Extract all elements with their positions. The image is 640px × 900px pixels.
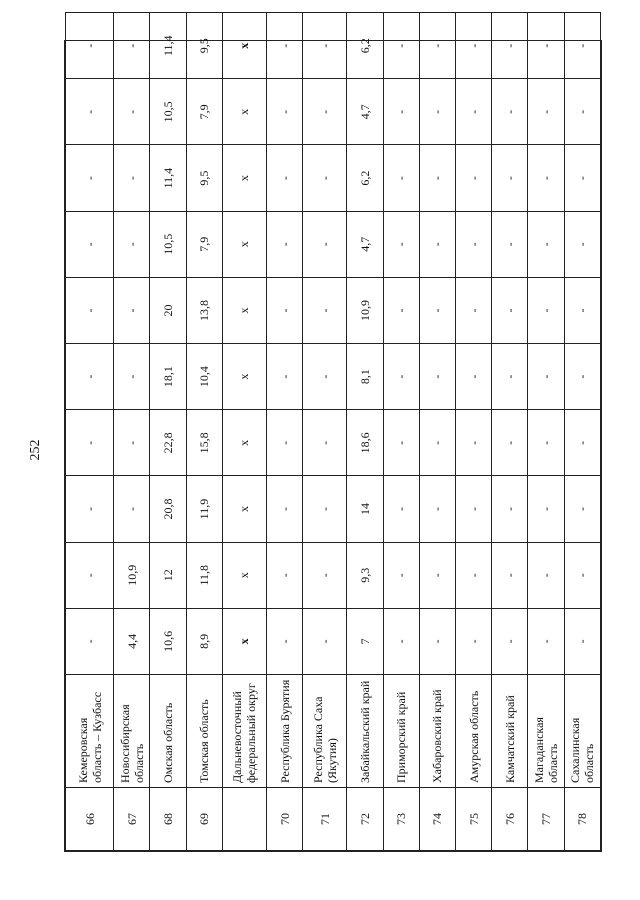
value-cell: - [528,211,564,277]
value-cell: - [303,13,347,79]
row-number: 71 [303,788,347,851]
value-cell: - [383,79,419,145]
regional-statistics-table [65,12,601,851]
value-cell: 10,6 [150,608,186,674]
region-name: Магаданская область [528,675,564,788]
value-cell: - [564,344,600,410]
value-cell: - [564,211,600,277]
value-cell: - [492,542,528,608]
value-cell: - [303,410,347,476]
value-cell: 10,4 [186,344,222,410]
value-cell: 8,9 [186,608,222,674]
value-cell: - [267,13,303,79]
page-number: 252 [28,439,43,461]
table-row [492,13,528,851]
value-cell: - [383,410,419,476]
value-cell: - [66,211,114,277]
table-row [267,13,303,851]
region-name: Республика Бурятия [267,675,303,788]
table-row [114,13,150,851]
value-cell: 9,3 [347,542,383,608]
value-cell: - [419,145,455,211]
value-cell: - [383,13,419,79]
value-cell: 10,5 [150,211,186,277]
value-cell: 22,8 [150,410,186,476]
value-cell: - [456,13,492,79]
value-cell: 10,9 [347,277,383,343]
region-name: Хабаровский край [419,675,455,788]
value-cell: - [66,277,114,343]
row-number: 69 [186,788,222,851]
value-cell: - [419,542,455,608]
value-cell: - [528,277,564,343]
row-number: 75 [456,788,492,851]
value-cell: 14 [347,476,383,542]
value-cell: - [528,145,564,211]
row-number [222,788,266,851]
value-cell: - [528,344,564,410]
value-cell: - [66,79,114,145]
row-number: 72 [347,788,383,851]
value-cell: - [114,410,150,476]
value-cell: - [114,13,150,79]
value-cell: - [528,608,564,674]
value-cell: - [492,13,528,79]
value-cell: - [267,608,303,674]
value-cell: - [303,542,347,608]
value-cell: - [456,344,492,410]
value-cell: 7,9 [186,211,222,277]
value-cell: 10,9 [114,542,150,608]
value-cell: - [303,344,347,410]
value-cell: - [419,79,455,145]
region-name: Томская область [186,675,222,788]
row-number: 74 [419,788,455,851]
value-cell: x [222,542,266,608]
region-name: Дальневосточный федеральный округ [222,675,266,788]
value-cell: - [492,608,528,674]
region-name: Кемеровская область – Кузбасс [66,675,114,788]
table-row [303,13,347,851]
value-cell: x [222,13,266,79]
value-cell: 18,6 [347,410,383,476]
region-name: Амурская область [456,675,492,788]
value-cell: - [267,145,303,211]
value-cell: 6,2 [347,13,383,79]
table-row [564,13,600,851]
value-cell: - [66,13,114,79]
value-cell: 20,8 [150,476,186,542]
value-cell: - [564,542,600,608]
value-cell: - [383,211,419,277]
region-name: Сахалинская область [564,675,600,788]
value-cell: - [114,145,150,211]
row-number: 76 [492,788,528,851]
value-cell: - [66,344,114,410]
value-cell: 10,5 [150,79,186,145]
value-cell: - [528,476,564,542]
table-row [383,13,419,851]
value-cell: 11,4 [150,13,186,79]
value-cell: - [383,608,419,674]
value-cell: - [528,13,564,79]
table-row [66,13,114,851]
table-row [456,13,492,851]
value-cell: - [528,410,564,476]
region-name: Камчатский край [492,675,528,788]
value-cell: 4,4 [114,608,150,674]
value-cell: 11,9 [186,476,222,542]
statistics-table-frame [64,35,602,852]
row-number: 67 [114,788,150,851]
value-cell: - [419,344,455,410]
table-row [419,13,455,851]
value-cell: - [492,145,528,211]
value-cell: x [222,476,266,542]
value-cell: - [419,608,455,674]
value-cell: - [303,211,347,277]
value-cell: - [303,608,347,674]
value-cell: - [564,145,600,211]
region-name: Новосибирская область [114,675,150,788]
value-cell: - [267,277,303,343]
value-cell: - [419,13,455,79]
value-cell: - [66,410,114,476]
value-cell: 18,1 [150,344,186,410]
table-row [347,13,383,851]
value-cell: - [114,476,150,542]
value-cell: - [419,410,455,476]
value-cell: 7,9 [186,79,222,145]
value-cell: 11,4 [150,145,186,211]
value-cell: - [383,277,419,343]
value-cell: x [222,410,266,476]
value-cell: - [66,476,114,542]
value-cell: - [267,211,303,277]
value-cell: - [383,145,419,211]
value-cell: - [419,211,455,277]
value-cell: - [383,344,419,410]
table-row [150,13,186,851]
value-cell: - [456,145,492,211]
value-cell: - [66,608,114,674]
value-cell: 13,8 [186,277,222,343]
value-cell: 6,2 [347,145,383,211]
value-cell: 20 [150,277,186,343]
row-number: 77 [528,788,564,851]
row-number: 68 [150,788,186,851]
row-number: 73 [383,788,419,851]
value-cell: 9,5 [186,145,222,211]
table-row [186,13,222,851]
value-cell: 7 [347,608,383,674]
value-cell: 4,7 [347,211,383,277]
value-cell: x [222,344,266,410]
value-cell: - [456,277,492,343]
value-cell: - [528,542,564,608]
value-cell: 8,1 [347,344,383,410]
row-number: 78 [564,788,600,851]
value-cell: - [456,79,492,145]
rotated-table-container [65,35,601,851]
value-cell: - [492,211,528,277]
value-cell: - [267,344,303,410]
value-cell: - [114,277,150,343]
value-cell: - [564,476,600,542]
value-cell: - [114,79,150,145]
region-name: Омская область [150,675,186,788]
value-cell: x [222,145,266,211]
value-cell: - [267,410,303,476]
value-cell: - [267,476,303,542]
value-cell: - [114,211,150,277]
value-cell: - [456,608,492,674]
value-cell: - [456,542,492,608]
value-cell: - [564,608,600,674]
region-name: Республика Саха (Якутия) [303,675,347,788]
value-cell: x [222,608,266,674]
value-cell: - [267,542,303,608]
value-cell: - [303,145,347,211]
value-cell: - [114,344,150,410]
value-cell: - [456,410,492,476]
value-cell: - [492,344,528,410]
value-cell: - [66,145,114,211]
value-cell: - [528,79,564,145]
table-row [528,13,564,851]
value-cell: - [267,79,303,145]
value-cell: - [383,476,419,542]
table-row-federal-district [222,13,266,851]
value-cell: - [564,410,600,476]
value-cell: - [303,277,347,343]
value-cell: - [492,476,528,542]
value-cell: - [492,410,528,476]
region-name: Забайкальский край [347,675,383,788]
value-cell: - [564,13,600,79]
value-cell: - [492,79,528,145]
row-number: 70 [267,788,303,851]
value-cell: - [456,476,492,542]
value-cell: 4,7 [347,79,383,145]
value-cell: 12 [150,542,186,608]
value-cell: - [564,79,600,145]
value-cell: x [222,79,266,145]
value-cell: x [222,211,266,277]
value-cell: - [419,476,455,542]
value-cell: 11,8 [186,542,222,608]
value-cell: x [222,277,266,343]
value-cell: - [303,476,347,542]
region-name: Приморский край [383,675,419,788]
value-cell: - [66,542,114,608]
value-cell: 9,5 [186,13,222,79]
value-cell: - [303,79,347,145]
value-cell: - [564,277,600,343]
row-number: 66 [66,788,114,851]
value-cell: - [492,277,528,343]
value-cell: 15,8 [186,410,222,476]
value-cell: - [383,542,419,608]
value-cell: - [456,211,492,277]
value-cell: - [419,277,455,343]
